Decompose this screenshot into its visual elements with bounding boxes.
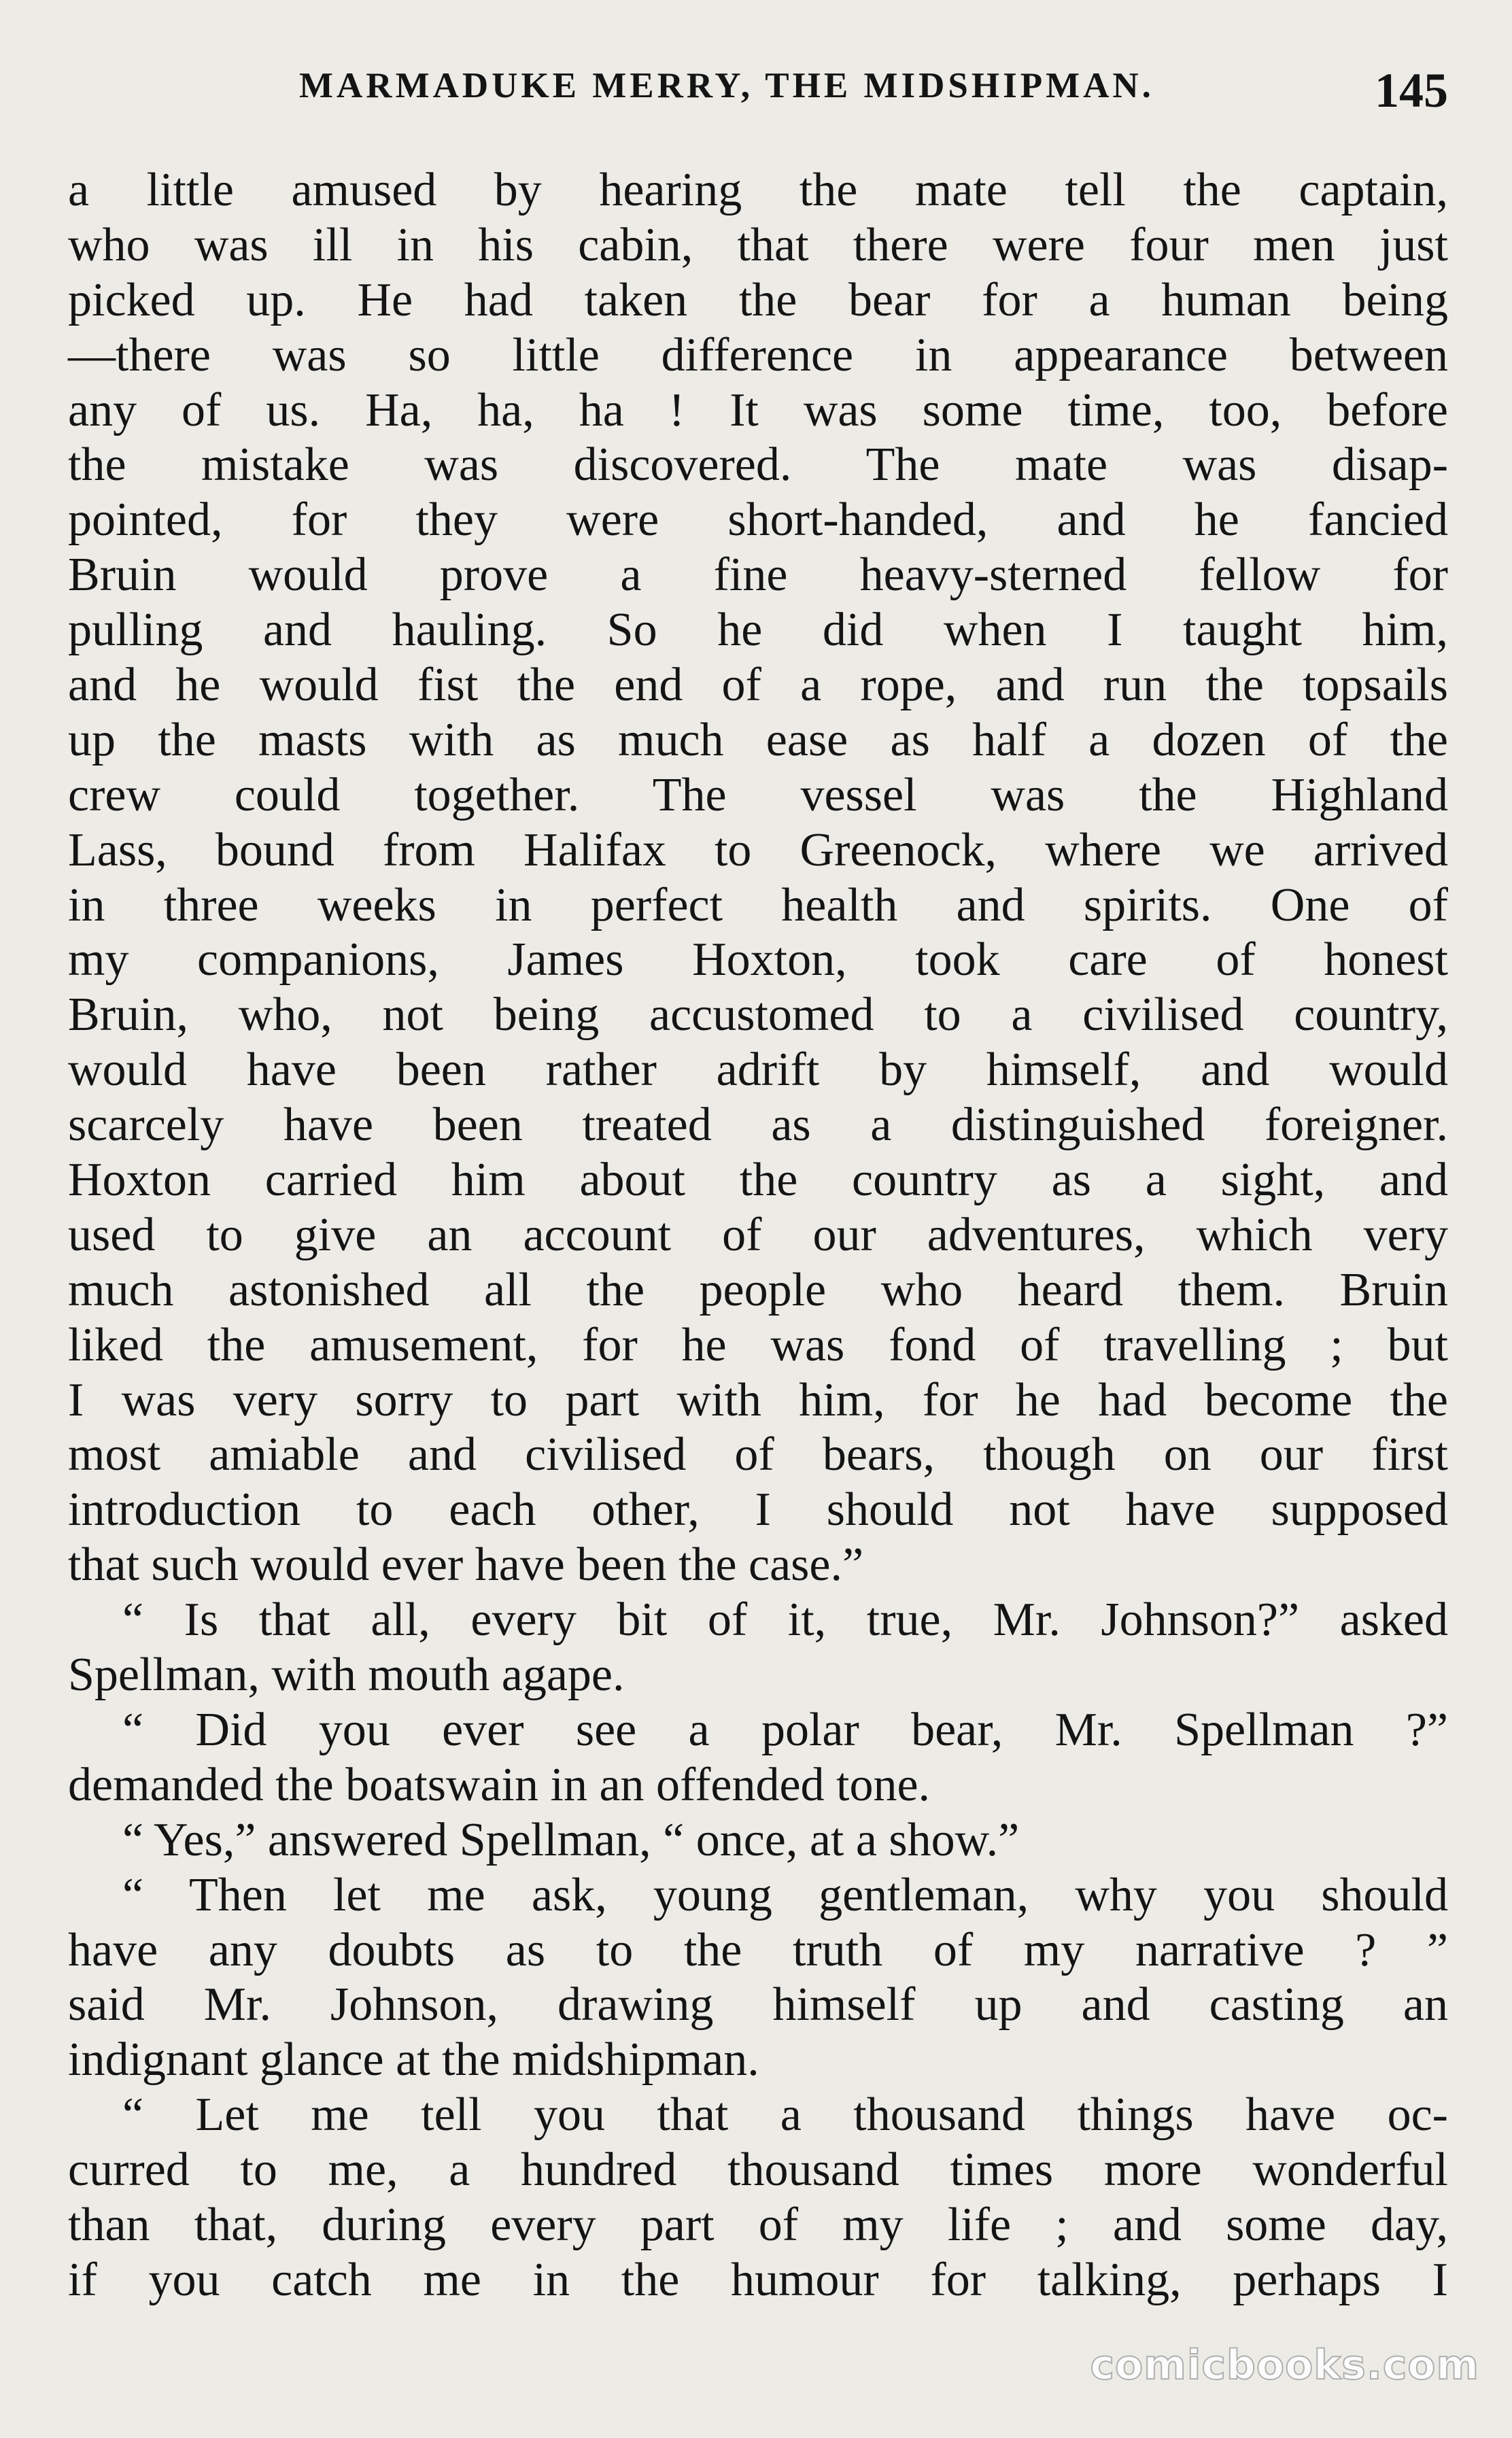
text-line: my companions, James Hoxton, took care of honest	[68, 933, 1448, 986]
text-line: “ Then let me ask, young gentleman, why you should	[122, 1868, 1448, 1921]
text-line: would have been rather adrift by himself, and would	[68, 1044, 1448, 1097]
text-line: have any doubts as to the truth of my narrative ? ”	[68, 1923, 1448, 1976]
text-line: if you catch me in the humour for talking, perhaps I	[68, 2253, 1448, 2306]
text-line: crew could together. The vessel was the Highland	[68, 768, 1448, 821]
text-line: introduction to each other, I should not have supposed	[68, 1483, 1448, 1536]
watermark: comicbooks.com	[1090, 2341, 1479, 2389]
text-line: than that, during every part of my life ; and some day,	[68, 2198, 1448, 2251]
text-line: scarcely have been treated as a distinguished foreigner.	[68, 1099, 1448, 1152]
text-line: used to give an account of our adventures, which very	[68, 1208, 1448, 1261]
text-line: Hoxton carried him about the country as a sight, and	[68, 1154, 1448, 1207]
text-line: Bruin, who, not being accustomed to a civilised country,	[68, 989, 1448, 1042]
text-line: Lass, bound from Halifax to Greenock, where we arrived	[68, 823, 1448, 876]
body-text	[68, 163, 1448, 2308]
text-line: in three weeks in perfect health and spirits. One of	[68, 878, 1448, 931]
text-line: liked the amusement, for he was fond of travelling ; but	[68, 1318, 1448, 1371]
text-line: Spellman, with mouth agape.	[68, 1649, 625, 1702]
text-line: who was ill in his cabin, that there were four men just	[68, 218, 1448, 271]
text-line: indignant glance at the midshipman.	[68, 2033, 759, 2087]
running-head	[286, 63, 1468, 117]
text-line: most amiable and civilised of bears, though on our first	[68, 1428, 1448, 1481]
text-line: pulling and hauling. So he did when I taught him,	[68, 604, 1448, 657]
text-line: “ Is that all, every bit of it, true, Mr. Johnson?” asked	[122, 1594, 1448, 1647]
text-line: up the masts with as much ease as half a dozen of the	[68, 713, 1448, 766]
text-line: pointed, for they were short-handed, and he fancied	[68, 494, 1448, 547]
text-line: the mistake was discovered. The mate was disap-	[68, 439, 1448, 492]
text-line: any of us. Ha, ha, ha ! It was some time, too, before	[68, 383, 1448, 436]
text-line: I was very sorry to part with him, for he had become the	[68, 1373, 1448, 1426]
text-line: said Mr. Johnson, drawing himself up and casting an	[68, 1978, 1448, 2031]
text-line: —there was so little difference in appearance between	[68, 328, 1448, 381]
text-line: picked up. He had taken the bear for a human being	[68, 273, 1448, 326]
text-line: “ Yes,” answered Spellman, “ once, at a show.”	[122, 1813, 1020, 1866]
text-line: that such would ever have been the case.”	[68, 1539, 864, 1592]
text-line: much astonished all the people who heard them. Bruin	[68, 1263, 1448, 1316]
text-line: Bruin would prove a fine heavy-sterned fellow for	[68, 549, 1448, 602]
text-line: curred to me, a hundred thousand times more wonderful	[68, 2144, 1448, 2197]
text-line: “ Did you ever see a polar bear, Mr. Spellman ?”	[122, 1703, 1448, 1756]
text-line: and he would fist the end of a rope, and run the topsails	[68, 659, 1448, 712]
text-line: “ Let me tell you that a thousand things have oc-	[122, 2089, 1448, 2142]
page-number: 145	[1375, 63, 1448, 118]
running-title: MARMADUKE MERRY, THE MIDSHIPMAN.	[299, 66, 1154, 105]
text-line: demanded the boatswain in an offended tone.	[68, 1758, 931, 1811]
text-line: a little amused by hearing the mate tell the captain,	[68, 164, 1448, 216]
